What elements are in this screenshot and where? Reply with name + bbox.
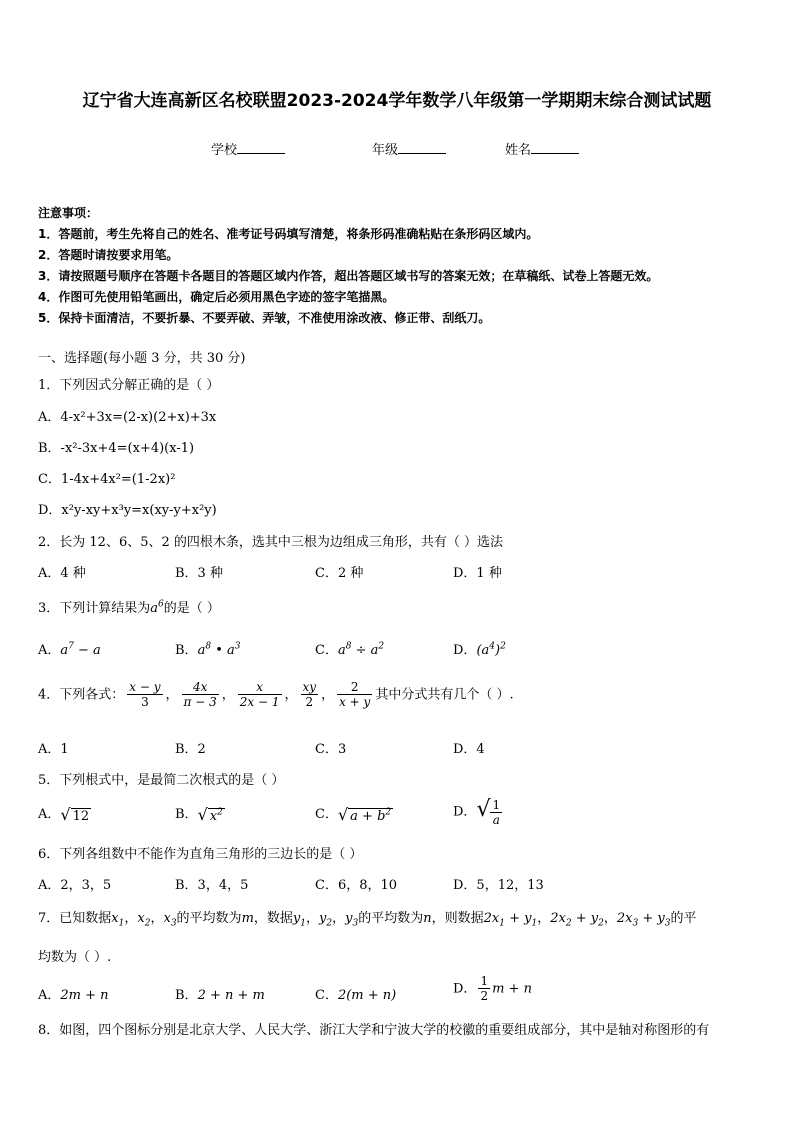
q2-option-c[interactable]: C．2 种	[315, 566, 364, 581]
q7-text: 的平	[670, 911, 697, 926]
q7-text: ，数据	[253, 911, 293, 926]
q4-option-c[interactable]: C．3	[315, 742, 347, 757]
q2-option-d[interactable]: D．1 种	[453, 566, 502, 581]
q3-option-d[interactable]: D．$(a^4)^2$	[453, 641, 506, 658]
question-4-stem: 4．下列各式： $\frac{x - y}{3}$ ， $\frac{4x}{\pi - 3}$ ， $\frac{x}{2x - 1}$ ， $\frac{xy}{2}$ ， $\frac{2}{x + y}$ 其中分式共有几个（ ）.	[38, 680, 514, 710]
q4-option-a[interactable]: A．1	[38, 742, 69, 757]
fraction: $\frac{x - y}{3}$	[129, 680, 161, 710]
question-7-stem-line1: 7．已知数据$x_1$，$x_2$，$x_3$的平均数为m，数据$y_1$，$y_2$，$y_3$的平均数为n，则数据$2x_1 + y_1$，$2x_2 + y_2$，$2x_3 + y_3$的平	[38, 911, 697, 929]
q3-target-expr: $a^6$	[150, 599, 164, 616]
q2-option-a[interactable]: A．4 种	[38, 566, 86, 581]
q7-text: 7．已知数据	[38, 911, 112, 926]
note-item: 3．请按照题号顺序在答题卡各题目的答题区域内作答，超出答题区域书写的答案无效；在草稿纸、试卷上答题无效。	[38, 269, 659, 283]
q6-option-a[interactable]: A．2，3，5	[38, 878, 112, 893]
q1-option-b[interactable]: B．-x²-3x+4=(x+4)(x-1)	[38, 441, 195, 456]
q3-option-a[interactable]: A．$a^7 - a$	[38, 641, 101, 658]
exam-title: 辽宁省大连高新区名校联盟2023-2024学年数学八年级第一学期期末综合测试试题	[82, 91, 712, 111]
note-item: 4．作图可先使用铅笔画出，确定后必须用黑色字迹的签字笔描黑。	[38, 290, 395, 304]
notes-heading: 注意事项：	[38, 206, 99, 220]
q5-option-a[interactable]: A．√ 12	[38, 805, 90, 824]
question-1-stem: 1．下列因式分解正确的是（ ）	[38, 378, 220, 393]
q6-option-d[interactable]: D．5，12，13	[453, 878, 544, 893]
name-label: 姓名	[505, 143, 532, 158]
q7-text: 的平均数为	[176, 911, 242, 926]
q7-option-c[interactable]: C．2(m + n)	[315, 988, 397, 1003]
q1-option-c[interactable]: C．1-4x+4x²=(1-2x)²	[38, 472, 176, 487]
school-label: 学校	[211, 143, 238, 158]
fraction: $\frac{xy}{2}$	[302, 680, 317, 710]
school-field[interactable]	[211, 139, 285, 158]
q6-option-c[interactable]: C．6，8，10	[315, 878, 398, 893]
section-heading: 一、选择题(每小题 3 分，共 30 分)	[38, 351, 246, 366]
q4-option-d[interactable]: D．4	[453, 742, 485, 757]
q7-text: ，则数据	[431, 911, 484, 926]
q6-option-b[interactable]: B．3，4，5	[175, 878, 249, 893]
question-6-stem: 6．下列各组数中不能作为直角三角形的三边长的是（ ）	[38, 847, 363, 862]
fraction: $\frac{x}{2x - 1}$	[239, 680, 280, 710]
notes-block	[38, 203, 768, 329]
q4-stem-post: 其中分式共有几个（ ）.	[375, 687, 514, 703]
q1-option-d[interactable]: D．x²y-xy+x³y=x(xy-y+x²y)	[38, 503, 217, 518]
question-5-stem: 5．下列根式中，是最简二次根式的是（ ）	[38, 773, 285, 788]
note-item: 2．答题时请按要求用笔。	[38, 248, 179, 262]
fraction: $\frac{2}{x + y}$	[339, 680, 371, 710]
name-field[interactable]	[505, 139, 579, 158]
q7-option-a[interactable]: A．2m + n	[38, 988, 109, 1003]
fraction: $\frac{4x}{\pi - 3}$	[183, 680, 217, 710]
question-8-stem: 8．如图，四个图标分别是北京大学、人民大学、浙江大学和宁波大学的校徽的重要组成部分，其中是轴对称图形的有	[38, 1023, 710, 1038]
q7-option-d[interactable]: D． $\frac{1}{2}$ m + n	[453, 974, 532, 1004]
q7-text: 的平均数为	[358, 911, 424, 926]
q4-option-b[interactable]: B．2	[175, 742, 206, 757]
grade-label: 年级	[372, 143, 399, 158]
question-7-stem-line2: 均数为（ ）.	[38, 950, 112, 965]
question-3-stem	[38, 597, 220, 616]
q2-option-b[interactable]: B．3 种	[175, 566, 223, 581]
q3-option-b[interactable]: B．$a^8$ • $a^3$	[175, 641, 241, 658]
question-2-stem: 2．长为 12、6、5、2 的四根木条，选其中三根为边组成三角形，共有（ ）选法	[38, 535, 504, 550]
q5-option-b[interactable]: B．√ $x^2$	[175, 805, 223, 824]
q3-stem-post: 的是（ ）	[163, 601, 220, 616]
q4-stem-pre: 4．下列各式：	[38, 687, 125, 703]
q7-option-b[interactable]: B．2 + n + m	[175, 988, 265, 1003]
note-item: 5．保持卡面清洁，不要折暴、不要弄破、弄皱，不准使用涂改液、修正带、刮纸刀。	[38, 311, 491, 325]
q3-stem-pre: 3．下列计算结果为	[38, 601, 151, 616]
q1-option-a[interactable]: A．4-x²+3x=(2-x)(2+x)+3x	[38, 410, 217, 425]
grade-field[interactable]	[372, 139, 446, 158]
q5-option-d[interactable]: D．√ $\frac{1}{a}$	[453, 797, 501, 827]
q3-option-c[interactable]: C．$a^8 \div a^2$	[315, 641, 385, 658]
note-item: 1．答题前，考生先将自己的姓名、准考证号码填写清楚，将条形码准确粘贴在条形码区域内。	[38, 227, 539, 241]
q5-option-c[interactable]: C．√ $a + b^2$	[315, 805, 392, 824]
